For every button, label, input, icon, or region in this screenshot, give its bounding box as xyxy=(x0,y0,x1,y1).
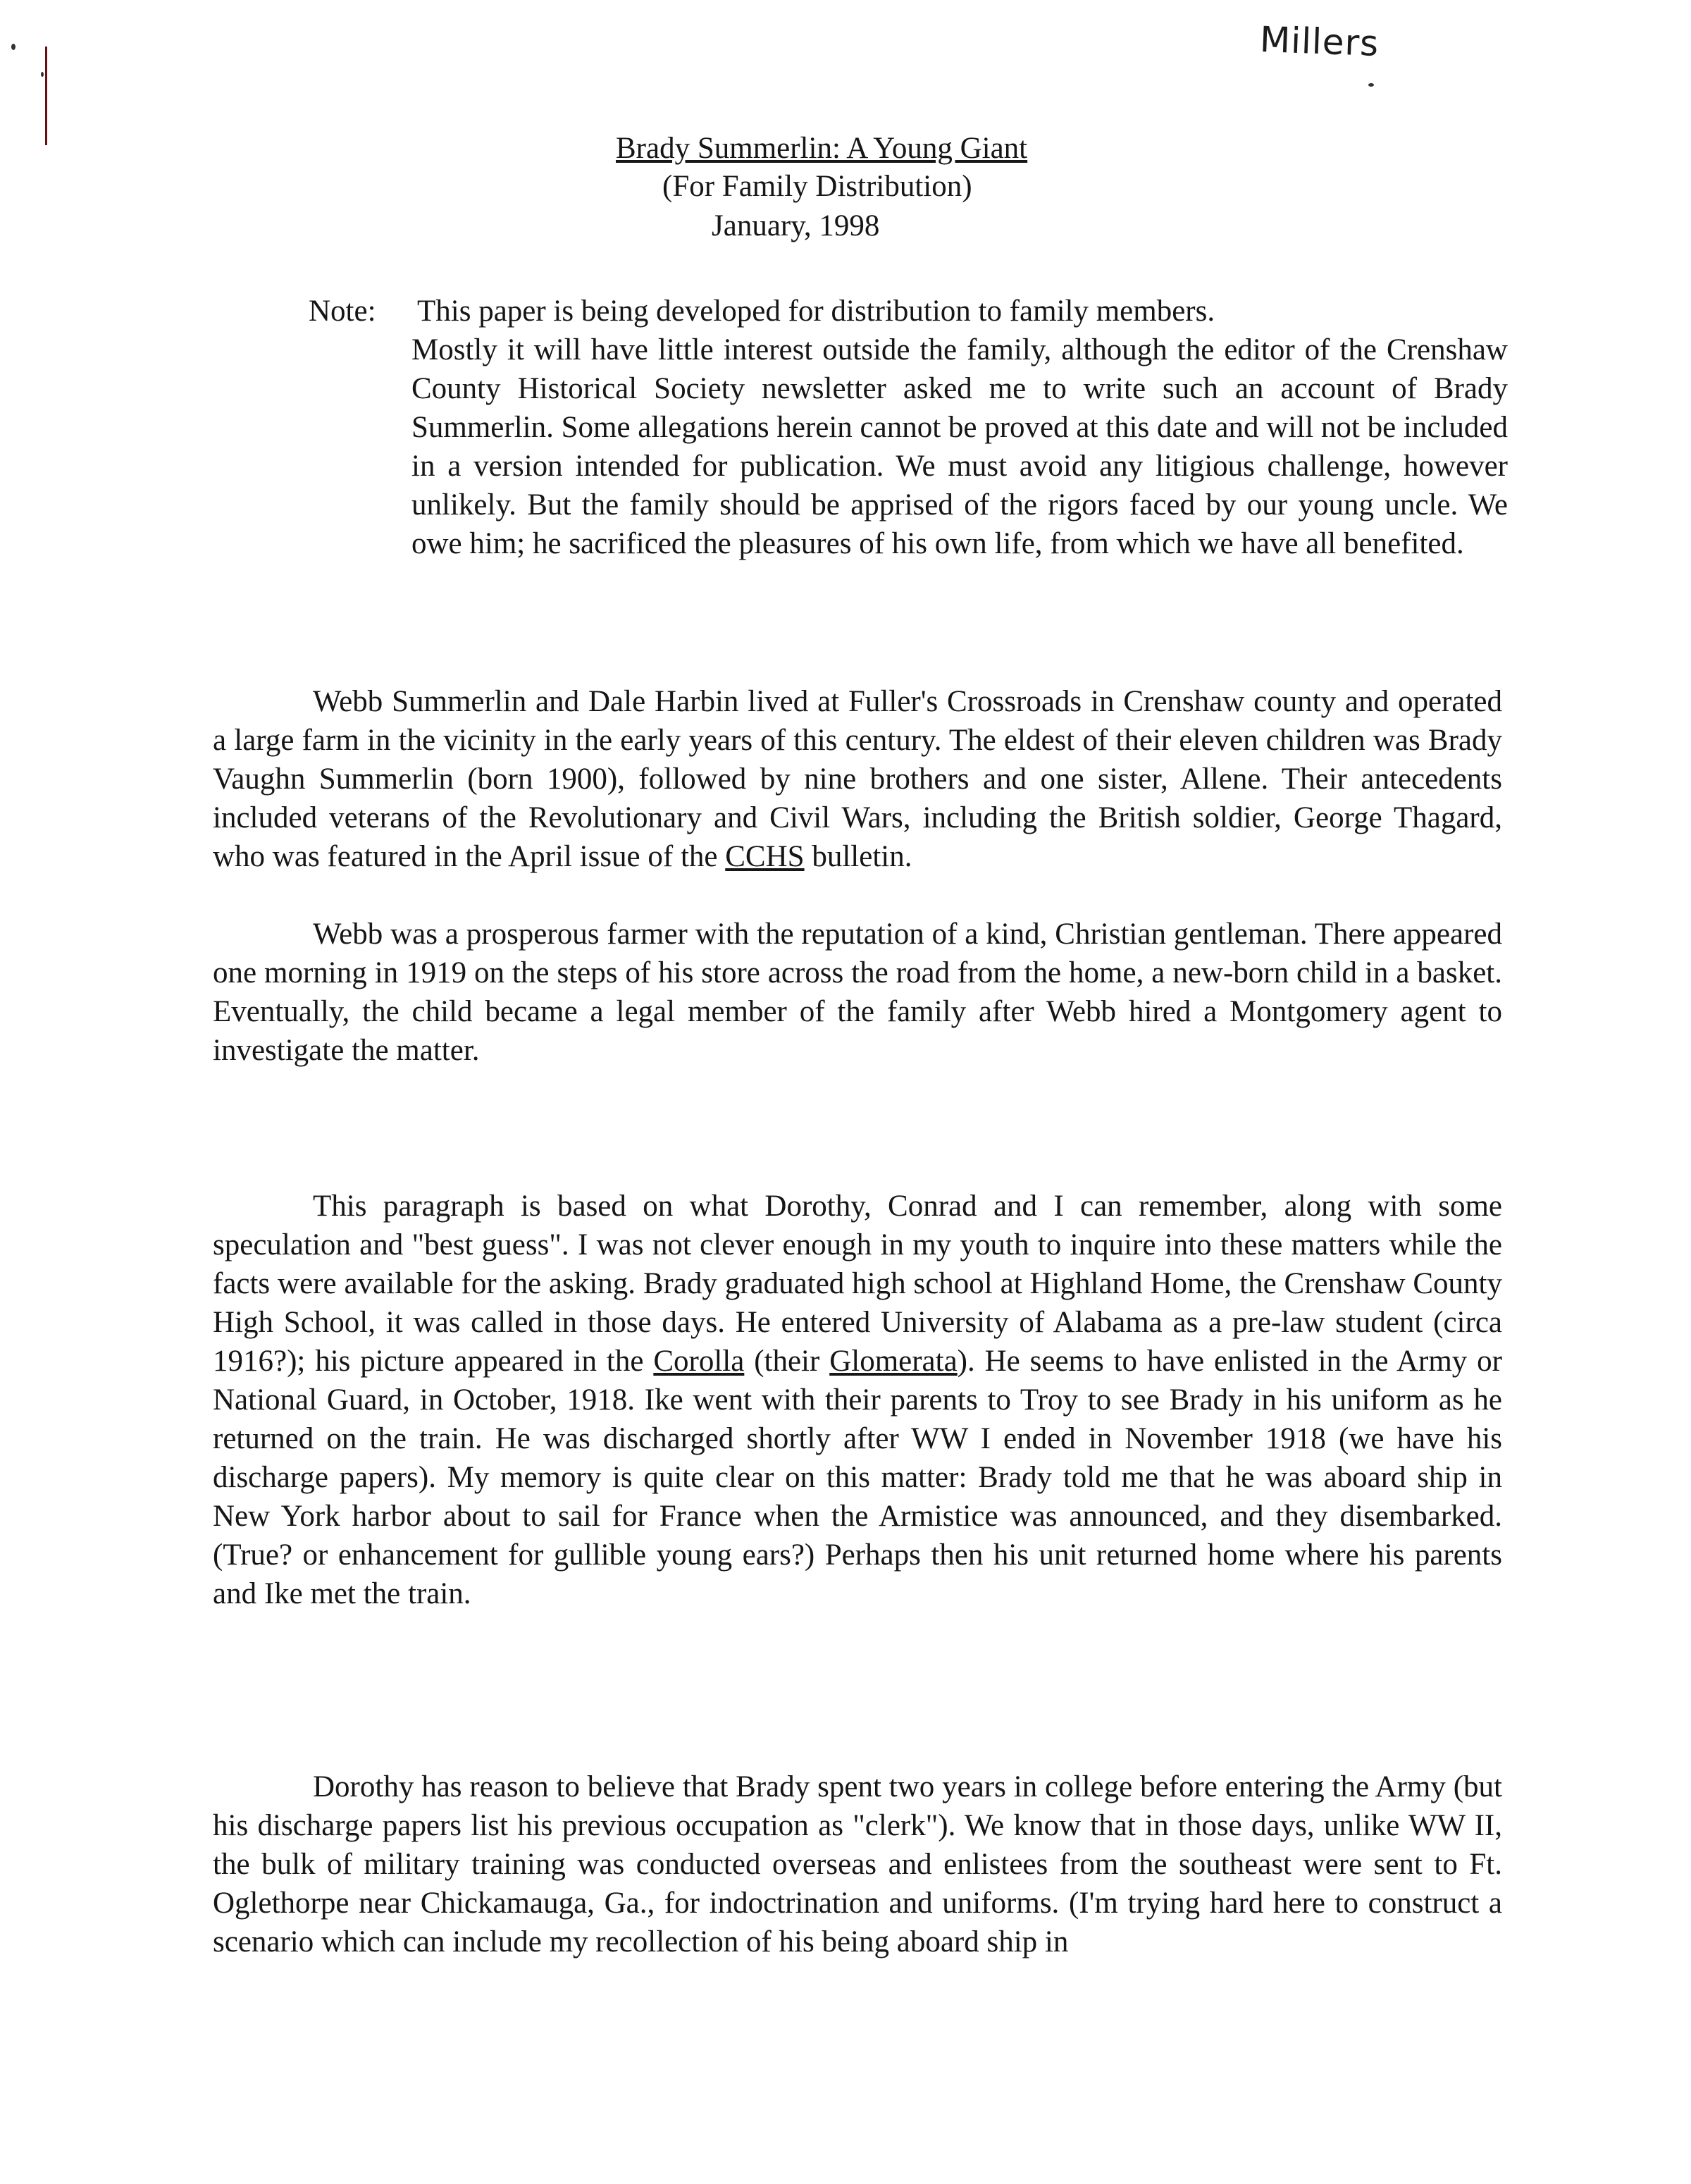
scan-speck xyxy=(41,72,44,77)
handwritten-note: Millers xyxy=(1259,19,1380,64)
paragraph-family-background xyxy=(213,682,1502,876)
paragraph-text: (their xyxy=(744,1345,830,1378)
scan-speck xyxy=(1368,83,1374,87)
underlined-term: Glomerata xyxy=(829,1345,958,1378)
note-first-line: This paper is being developed for distribution to family members. xyxy=(417,295,1215,328)
document-date: January, 1998 xyxy=(712,209,880,242)
underlined-term: CCHS xyxy=(725,840,805,873)
document-title: Brady Summerlin: A Young Giant xyxy=(616,132,1028,165)
note-label: Note: xyxy=(309,295,376,328)
document-subtitle: (For Family Distribution) xyxy=(662,170,972,203)
note-body: Mostly it will have little interest outside the family, although the editor of the Crenshaw County Historical Society newsletter asked me to write such an account of Brady Summerlin. Some allegations herein cannot be proved at this date and will not be included in a version intended for publication. We must avoid any litigious challenge, however unlikely. But the family should be apprised of the rigors faced by our young uncle. We owe him; he sacrificed the pleasures of his own life, from which we have all benefited. xyxy=(411,333,1508,560)
paragraph-text: Webb Summerlin and Dale Harbin lived at Fuller's Crossroads in Crenshaw county and operated a large farm in the vicinity in the early years of this century. The eldest of their eleven children was Brady Vaughn Summerlin (born 1900), followed by nine brothers and one sister, Allene. Their antecedents included veterans of the Revolutionary and Civil Wars, including the British soldier, George Thagard, who was featured in the April issue of the xyxy=(213,685,1502,873)
paragraph-text: ). He seems to have enlisted in the Army or National Guard, in October, 1918. Ike went with their parents to Troy to see Brady in his uniform as he returned on the train. He was discharged shortly after WW I ended in November 1918 (we have his discharge papers). My memory is quite clear on this matter: Brady told me that he was aboard ship in New York harbor about to sail for France when the Armistice was announced, and they disembarked. (True? or enhancement for gullible young ears?) Perhaps then his unit returned home where his parents and Ike met the train. xyxy=(213,1345,1502,1610)
margin-mark xyxy=(45,47,47,145)
paragraph-text: bulletin. xyxy=(804,840,912,873)
paragraph-brady-service xyxy=(213,1187,1502,1613)
paragraph-webb: Webb was a prosperous farmer with the reputation of a kind, Christian gentleman. There appeared one morning in 1919 on the steps of his store across the road from the home, a new-born child in a basket. Eventually, the child became a legal member of the family after Webb hired a Montgomery agent to investigate the matter. xyxy=(213,918,1502,1067)
paragraph-text: This paragraph is based on what Dorothy, Conrad and I can remember, along with some speculation and "best guess". I was not clever enough in my youth to inquire into these matters while the facts were available for the asking. Brady graduated high school at Highland Home, the Crenshaw County High School, it was called in those days. He entered University of Alabama as a pre-law student (circa 1916?); his picture appeared in the xyxy=(213,1190,1502,1378)
underlined-term: Corolla xyxy=(653,1345,745,1378)
scan-speck xyxy=(11,44,16,50)
paragraph-college: Dorothy has reason to believe that Brady spent two years in college before entering the Army (but his discharge papers list his previous occupation as "clerk"). We know that in those days, unlike WW II, the bulk of military training was conducted overseas and enlistees from the southeast were sent to Ft. Oglethorpe near Chickamauga, Ga., for indoctrination and uniforms. (I'm trying hard here to construct a scenario which can include my recollection of his being aboard ship in xyxy=(213,1770,1502,1958)
